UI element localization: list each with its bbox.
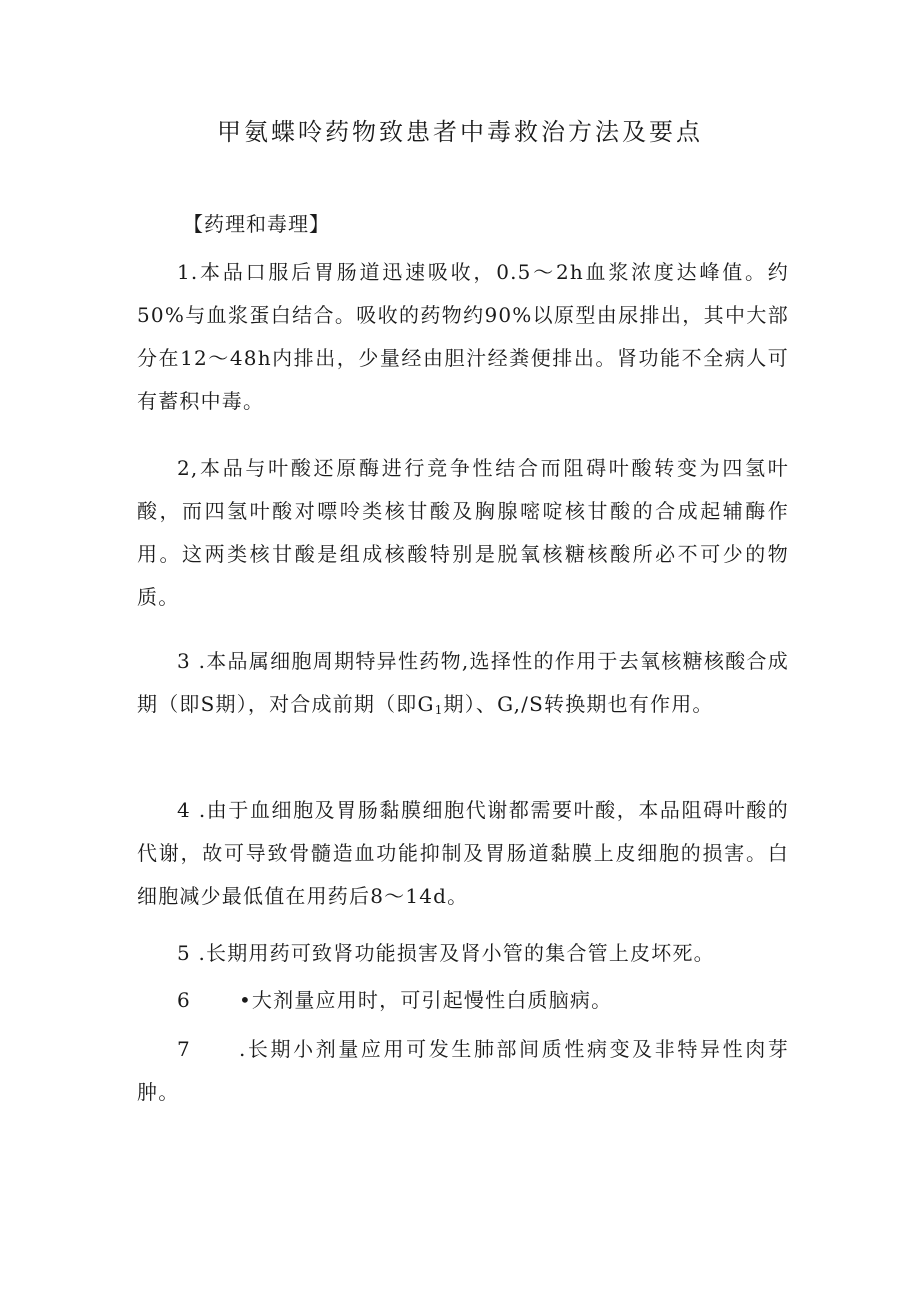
paragraph-6-text: •大剂量应用时，可引起慢性白质脑病。: [238, 988, 613, 1012]
paragraph-1: 1.本品口服后胃肠道迅速吸收，0.5～2h血浆浓度达峰值。约50%与血浆蛋白结合。吸收的药物约90%以原型由尿排出，其中大部分在12～48h内排出，少量经由胆汁经粪便排出。肾功能不全病人可有蓄积中毒。: [137, 260, 789, 413]
paragraph-7: [137, 1028, 789, 1114]
paragraph-3-text-b: 期）、G,/S转换期也有作用。: [443, 692, 714, 716]
paragraph-7-number: 7: [177, 1037, 191, 1061]
paragraph-3-text-a: 3 .本品属细胞周期特异性药物,选择性的作用于去氧核糖核酸合成期（即S期），对合成前期（即G: [137, 649, 789, 716]
document-title: 甲氨蝶呤药物致患者中毒救治方法及要点: [217, 118, 703, 146]
paragraph-7-text: .长期小剂量应用可发生肺部间质性病变及非特异性肉芽肿。: [137, 1037, 789, 1104]
paragraph-6-number: 6: [177, 988, 191, 1012]
paragraph-5: 5 .长期用药可致肾功能损害及肾小管的集合管上皮坏死。: [177, 941, 715, 965]
paragraph-3: [137, 640, 789, 726]
paragraph-4: 4 .由于血细胞及胃肠黏膜细胞代谢都需要叶酸，本品阻碍叶酸的代谢，故可导致骨髓造血功能抑制及胃肠道黏膜上皮细胞的损害。白细胞减少最低值在用药后8～14d。: [137, 798, 789, 908]
section-heading: 【药理和毒理】: [183, 212, 330, 236]
paragraph-6: [137, 979, 789, 1022]
paragraph-2: 2,本品与叶酸还原酶进行竞争性结合而阻碍叶酸转变为四氢叶酸，而四氢叶酸对嘌呤类核甘酸及胸腺嘧啶核甘酸的合成起辅酶作用。这两类核甘酸是组成核酸特别是脱氧核糖核酸所必不可少的物质。: [137, 456, 789, 609]
subscript-1: 1: [434, 703, 444, 717]
